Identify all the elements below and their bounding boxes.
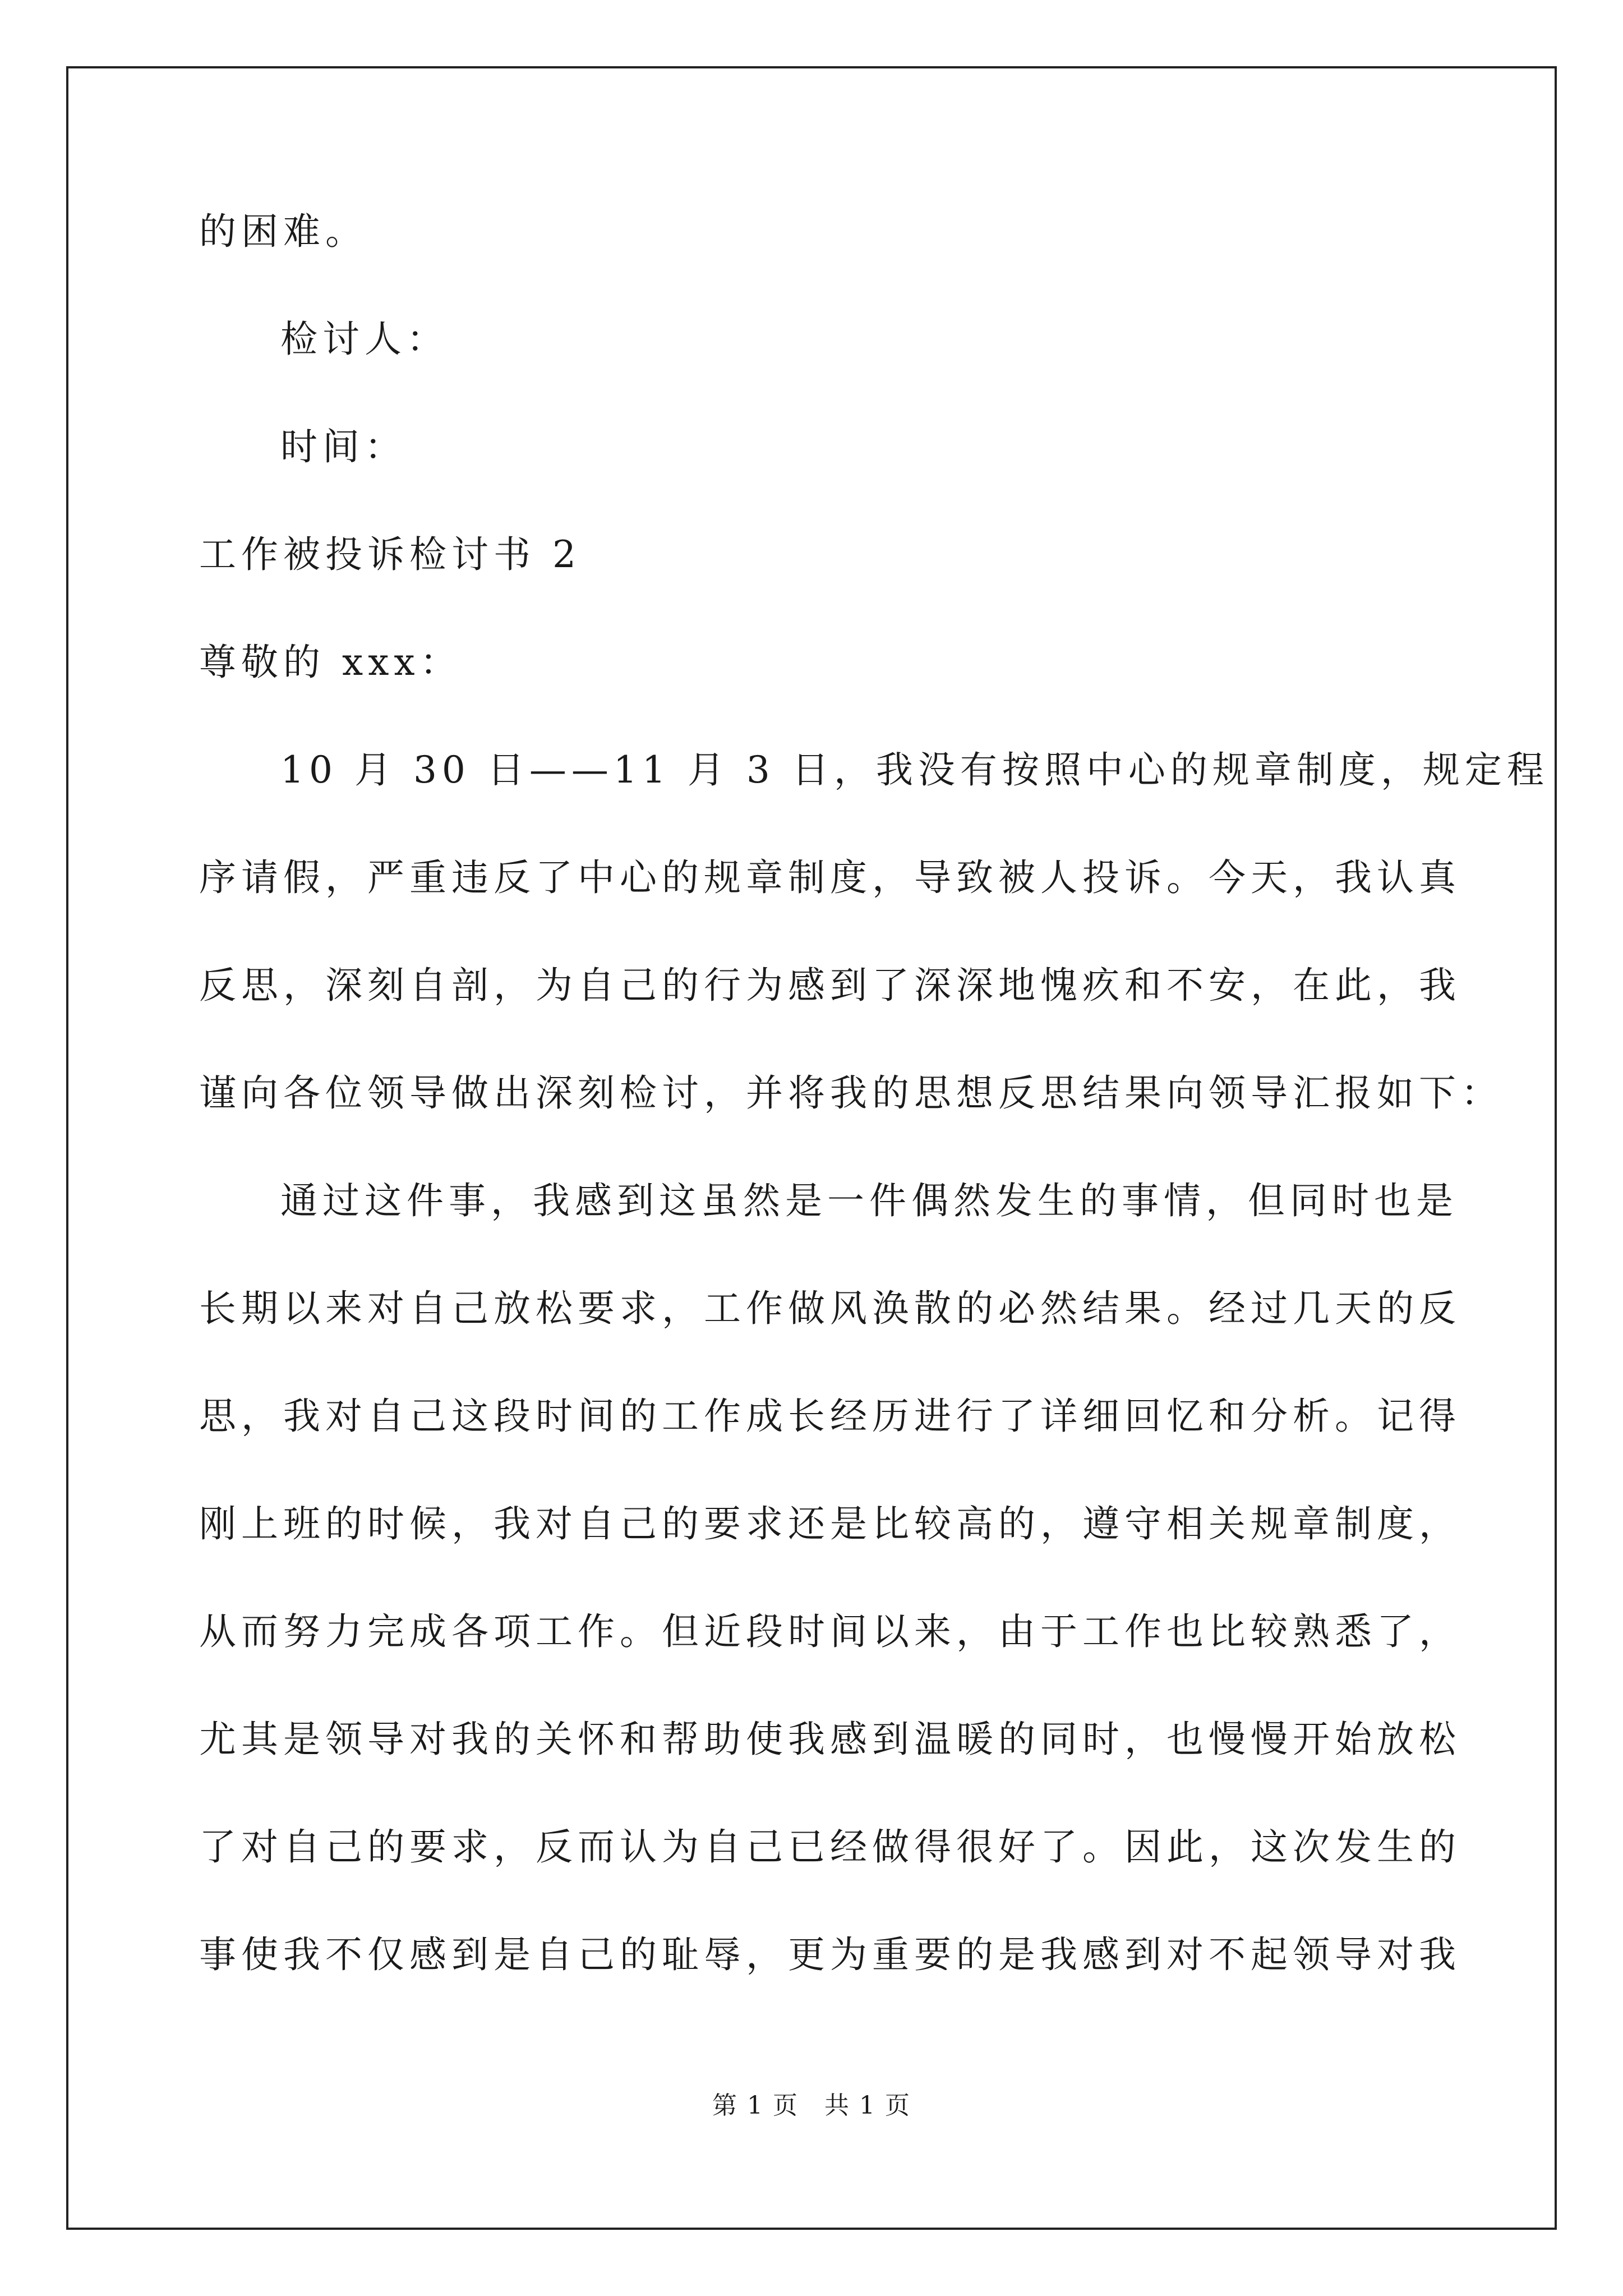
text-line: 思，我对自己这段时间的工作成长经历进行了详细回忆和分析。记得: [199, 1395, 1461, 1438]
page-border: [66, 66, 1557, 2230]
signer-label: 检讨人：: [280, 318, 449, 361]
text-line: 10 月 30 日——11 月 3 日，我没有按照中心的规章制度，规定程: [280, 748, 1549, 792]
section-title: 工作被投诉检讨书 2: [199, 533, 581, 576]
text-line: 了对自己的要求，反而认为自己已经做得很好了。因此，这次发生的: [199, 1825, 1461, 1869]
salutation: 尊敬的 xxx：: [199, 641, 462, 684]
text-line: 序请假，严重违反了中心的规章制度，导致被人投诉。今天，我认真: [199, 856, 1461, 899]
text-line: 尤其是领导对我的关怀和帮助使我感到温暖的同时，也慢慢开始放松: [199, 1718, 1461, 1761]
text-line: 从而努力完成各项工作。但近段时间以来，由于工作也比较熟悉了，: [199, 1610, 1461, 1653]
text-line: 的困难。: [199, 210, 367, 253]
text-line: 刚上班的时候，我对自己的要求还是比较高的，遵守相关规章制度，: [199, 1502, 1461, 1545]
text-line: 反思，深刻自剖，为自己的行为感到了深深地愧疚和不安，在此，我: [199, 964, 1461, 1007]
date-label: 时间：: [280, 425, 407, 468]
text-line: 事使我不仅感到是自己的耻辱，更为重要的是我感到对不起领导对我: [199, 1933, 1461, 1976]
text-line: 通过这件事，我感到这虽然是一件偶然发生的事情，但同时也是: [280, 1179, 1458, 1222]
text-line: 谨向各位领导做出深刻检讨，并将我的思想反思结果向领导汇报如下：: [199, 1071, 1503, 1115]
page-footer: 第 1 页 共 1 页: [712, 2091, 911, 2120]
text-line: 长期以来对自己放松要求，工作做风涣散的必然结果。经过几天的反: [199, 1287, 1461, 1330]
